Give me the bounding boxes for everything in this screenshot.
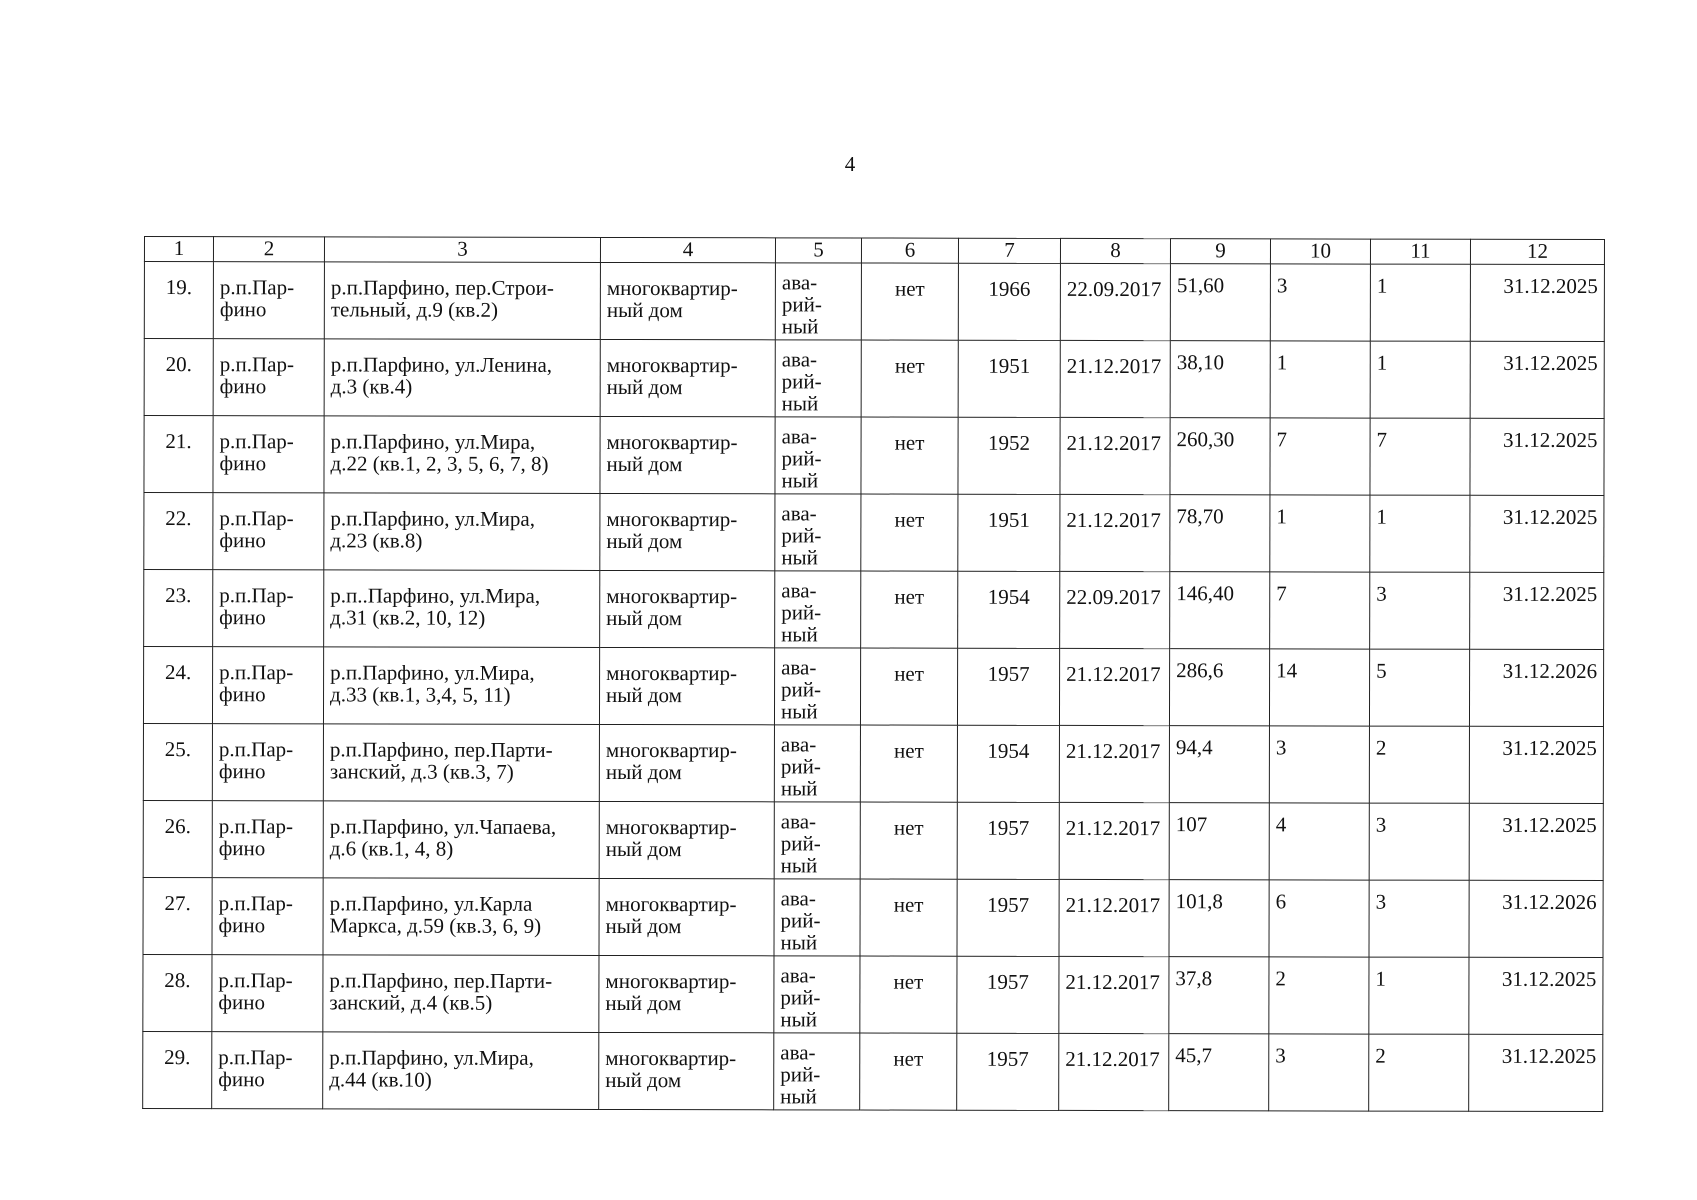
address-cell: р.п.Парфино, пер.Строи- тельный, д.9 (кв.2) bbox=[324, 262, 600, 340]
header-row bbox=[144, 237, 1604, 265]
col11-cell: 1 bbox=[1370, 495, 1470, 572]
area-cell: 51,60 bbox=[1170, 264, 1270, 341]
date-cell: 21.12.2017 bbox=[1059, 725, 1169, 802]
building-type-cell: многоквартир- ный дом bbox=[599, 878, 774, 955]
building-type-cell: многоквартир- ный дом bbox=[600, 570, 775, 647]
status-cell: ава- рий- ный bbox=[774, 725, 860, 802]
col10-cell: 7 bbox=[1270, 572, 1370, 649]
settlement-cell: р.п.Пар- фино bbox=[212, 878, 323, 955]
address-cell: р.п..Парфино, ул.Мира, д.31 (кв.2, 10, 12) bbox=[324, 570, 600, 648]
col6-cell: нет bbox=[861, 417, 958, 494]
col11-cell: 2 bbox=[1369, 1034, 1469, 1111]
date-cell: 21.12.2017 bbox=[1059, 802, 1169, 879]
col10-cell: 4 bbox=[1269, 803, 1369, 880]
row-number: 24. bbox=[143, 647, 212, 724]
area-cell: 146,40 bbox=[1170, 572, 1270, 649]
building-type-cell: многоквартир- ный дом bbox=[600, 339, 775, 416]
building-type-cell: многоквартир- ный дом bbox=[599, 1032, 774, 1109]
row-number: 29. bbox=[143, 1031, 212, 1108]
table-row bbox=[143, 647, 1603, 727]
col6-cell: нет bbox=[860, 725, 957, 802]
address-cell: р.п.Парфино, ул.Мира, д.44 (кв.10) bbox=[323, 1032, 599, 1110]
settlement-cell: р.п.Пар- фино bbox=[212, 955, 323, 1032]
date-cell: 21.12.2017 bbox=[1059, 1033, 1169, 1110]
col11-cell: 7 bbox=[1370, 418, 1470, 495]
area-cell: 45,7 bbox=[1169, 1034, 1269, 1111]
col6-cell: нет bbox=[860, 879, 957, 956]
status-cell: ава- рий- ный bbox=[775, 340, 861, 417]
building-type-cell: многоквартир- ный дом bbox=[599, 955, 774, 1032]
deadline-cell: 31.12.2025 bbox=[1469, 726, 1603, 803]
settlement-cell: р.п.Пар- фино bbox=[212, 801, 323, 878]
deadline-cell: 31.12.2025 bbox=[1469, 1034, 1603, 1111]
year-cell: 1957 bbox=[957, 956, 1059, 1033]
row-number: 26. bbox=[143, 800, 212, 877]
col11-cell: 1 bbox=[1369, 957, 1469, 1034]
area-cell: 107 bbox=[1169, 803, 1269, 880]
col11-cell: 5 bbox=[1369, 649, 1469, 726]
area-cell: 94,4 bbox=[1169, 726, 1269, 803]
settlement-cell: р.п.Пар- фино bbox=[213, 339, 324, 416]
deadline-cell: 31.12.2025 bbox=[1469, 803, 1603, 880]
address-cell: р.п.Парфино, ул.Карла Маркса, д.59 (кв.3, 6, 9) bbox=[323, 878, 599, 956]
date-cell: 21.12.2017 bbox=[1059, 879, 1169, 956]
col10-cell: 14 bbox=[1269, 649, 1369, 726]
year-cell: 1954 bbox=[957, 725, 1059, 802]
col10-cell: 3 bbox=[1269, 726, 1369, 803]
col6-cell: нет bbox=[861, 340, 958, 417]
row-number: 25. bbox=[143, 724, 212, 801]
table-row bbox=[143, 724, 1603, 804]
column-header-9: 9 bbox=[1170, 239, 1270, 264]
col6-cell: нет bbox=[861, 571, 958, 648]
table-body bbox=[143, 262, 1605, 1112]
area-cell: 101,8 bbox=[1169, 880, 1269, 957]
area-cell: 38,10 bbox=[1170, 341, 1270, 418]
address-cell: р.п.Парфино, пер.Парти- занский, д.3 (кв.3, 7) bbox=[323, 724, 599, 802]
table-row bbox=[143, 800, 1603, 880]
col6-cell: нет bbox=[860, 956, 957, 1033]
table-row bbox=[144, 570, 1604, 650]
col6-cell: нет bbox=[860, 648, 957, 725]
col11-cell: 3 bbox=[1370, 572, 1470, 649]
row-number: 20. bbox=[144, 339, 213, 416]
deadline-cell: 31.12.2025 bbox=[1470, 495, 1604, 572]
col11-cell: 3 bbox=[1369, 803, 1469, 880]
status-cell: ава- рий- ный bbox=[774, 802, 860, 879]
deadline-cell: 31.12.2025 bbox=[1469, 957, 1603, 1034]
date-cell: 21.12.2017 bbox=[1059, 956, 1169, 1033]
table-row bbox=[143, 877, 1603, 957]
year-cell: 1951 bbox=[958, 340, 1060, 417]
column-header-5: 5 bbox=[775, 238, 861, 263]
settlement-cell: р.п.Пар- фино bbox=[213, 416, 324, 493]
col6-cell: нет bbox=[861, 263, 958, 340]
column-header-8: 8 bbox=[1060, 238, 1170, 263]
deadline-cell: 31.12.2025 bbox=[1470, 418, 1604, 495]
col10-cell: 1 bbox=[1270, 495, 1370, 572]
status-cell: ава- рий- ный bbox=[775, 494, 861, 571]
column-header-4: 4 bbox=[600, 237, 775, 262]
settlement-cell: р.п.Пар- фино bbox=[212, 647, 323, 724]
column-header-10: 10 bbox=[1270, 239, 1370, 264]
area-cell: 286,6 bbox=[1169, 649, 1269, 726]
status-cell: ава- рий- ный bbox=[775, 571, 861, 648]
year-cell: 1957 bbox=[957, 879, 1059, 956]
table-row bbox=[144, 416, 1604, 496]
settlement-cell: р.п.Пар- фино bbox=[212, 1032, 323, 1109]
row-number: 19. bbox=[144, 262, 213, 339]
year-cell: 1957 bbox=[957, 802, 1059, 879]
table-row bbox=[144, 493, 1604, 573]
page-number: 4 bbox=[844, 152, 856, 176]
deadline-cell: 31.12.2026 bbox=[1469, 649, 1603, 726]
date-cell: 22.09.2017 bbox=[1060, 263, 1170, 340]
date-cell: 21.12.2017 bbox=[1060, 417, 1170, 494]
row-number: 23. bbox=[144, 570, 213, 647]
table-row bbox=[144, 339, 1604, 419]
year-cell: 1957 bbox=[957, 1033, 1059, 1110]
status-cell: ава- рий- ный bbox=[774, 648, 860, 725]
col10-cell: 3 bbox=[1269, 1034, 1369, 1111]
date-cell: 22.09.2017 bbox=[1060, 571, 1170, 648]
building-type-cell: многоквартир- ный дом bbox=[599, 801, 774, 878]
building-type-cell: многоквартир- ный дом bbox=[600, 416, 775, 493]
table-row bbox=[143, 1031, 1603, 1111]
column-header-6: 6 bbox=[861, 238, 958, 263]
col10-cell: 7 bbox=[1270, 418, 1370, 495]
year-cell: 1951 bbox=[958, 494, 1060, 571]
deadline-cell: 31.12.2025 bbox=[1470, 341, 1604, 418]
area-cell: 37,8 bbox=[1169, 957, 1269, 1034]
settlement-cell: р.п.Пар- фино bbox=[213, 570, 324, 647]
deadline-cell: 31.12.2025 bbox=[1470, 572, 1604, 649]
building-type-cell: многоквартир- ный дом bbox=[599, 724, 774, 801]
building-type-cell: многоквартир- ный дом bbox=[600, 493, 775, 570]
address-cell: р.п.Парфино, пер.Парти- занский, д.4 (кв.5) bbox=[323, 955, 599, 1033]
deadline-cell: 31.12.2026 bbox=[1469, 880, 1603, 957]
col11-cell: 2 bbox=[1369, 726, 1469, 803]
housing-register-table bbox=[142, 236, 1605, 1112]
status-cell: ава- рий- ный bbox=[774, 1033, 860, 1110]
col11-cell: 3 bbox=[1369, 880, 1469, 957]
status-cell: ава- рий- ный bbox=[775, 263, 861, 340]
status-cell: ава- рий- ный bbox=[774, 956, 860, 1033]
col11-cell: 1 bbox=[1370, 264, 1470, 341]
col11-cell: 1 bbox=[1370, 341, 1470, 418]
address-cell: р.п.Парфино, ул.Ленина, д.3 (кв.4) bbox=[324, 339, 600, 417]
year-cell: 1966 bbox=[958, 263, 1060, 340]
col10-cell: 3 bbox=[1270, 264, 1370, 341]
area-cell: 78,70 bbox=[1170, 495, 1270, 572]
column-header-2: 2 bbox=[213, 237, 324, 262]
table-row bbox=[143, 954, 1603, 1034]
year-cell: 1954 bbox=[958, 571, 1060, 648]
column-header-1: 1 bbox=[144, 237, 213, 262]
col6-cell: нет bbox=[861, 494, 958, 571]
status-cell: ава- рий- ный bbox=[774, 879, 860, 956]
col10-cell: 2 bbox=[1269, 957, 1369, 1034]
col6-cell: нет bbox=[860, 802, 957, 879]
date-cell: 21.12.2017 bbox=[1059, 648, 1169, 725]
col6-cell: нет bbox=[860, 1033, 957, 1110]
settlement-cell: р.п.Пар- фино bbox=[212, 724, 323, 801]
year-cell: 1952 bbox=[958, 417, 1060, 494]
col10-cell: 6 bbox=[1269, 880, 1369, 957]
column-header-12: 12 bbox=[1470, 239, 1604, 264]
settlement-cell: р.п.Пар- фино bbox=[213, 493, 324, 570]
building-type-cell: многоквартир- ный дом bbox=[599, 647, 774, 724]
address-cell: р.п.Парфино, ул.Мира, д.23 (кв.8) bbox=[324, 493, 600, 571]
deadline-cell: 31.12.2025 bbox=[1470, 264, 1604, 341]
settlement-cell: р.п.Пар- фино bbox=[213, 262, 324, 339]
year-cell: 1957 bbox=[957, 648, 1059, 725]
address-cell: р.п.Парфино, ул.Чапаева, д.6 (кв.1, 4, 8) bbox=[323, 801, 599, 879]
col10-cell: 1 bbox=[1270, 341, 1370, 418]
row-number: 27. bbox=[143, 877, 212, 954]
row-number: 22. bbox=[144, 493, 213, 570]
area-cell: 260,30 bbox=[1170, 418, 1270, 495]
status-cell: ава- рий- ный bbox=[775, 417, 861, 494]
building-type-cell: многоквартир- ный дом bbox=[600, 262, 775, 339]
date-cell: 21.12.2017 bbox=[1060, 340, 1170, 417]
date-cell: 21.12.2017 bbox=[1060, 494, 1170, 571]
column-header-3: 3 bbox=[324, 237, 600, 263]
table-row bbox=[144, 262, 1604, 342]
address-cell: р.п.Парфино, ул.Мира, д.22 (кв.1, 2, 3, 5, 6, 7, 8) bbox=[324, 416, 600, 494]
row-number: 28. bbox=[143, 954, 212, 1031]
column-header-11: 11 bbox=[1370, 239, 1470, 264]
column-header-7: 7 bbox=[958, 238, 1060, 263]
address-cell: р.п.Парфино, ул.Мира, д.33 (кв.1, 3,4, 5, 11) bbox=[323, 647, 599, 725]
row-number: 21. bbox=[144, 416, 213, 493]
